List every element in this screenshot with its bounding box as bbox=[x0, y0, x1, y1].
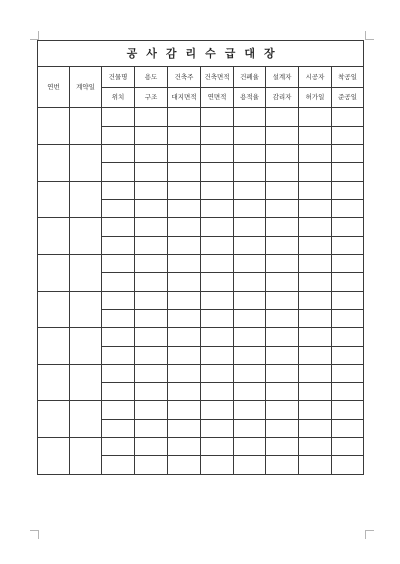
record-serial-cell[interactable] bbox=[38, 144, 70, 181]
record-field-cell[interactable] bbox=[201, 346, 234, 364]
record-field-cell[interactable] bbox=[102, 181, 135, 199]
record-field-cell[interactable] bbox=[201, 456, 234, 475]
record-field-cell[interactable] bbox=[332, 346, 364, 364]
record-field-cell[interactable] bbox=[234, 126, 266, 144]
record-field-cell[interactable] bbox=[102, 383, 135, 401]
record-field-cell[interactable] bbox=[234, 364, 266, 382]
record-field-cell[interactable] bbox=[332, 291, 364, 309]
record-field-cell[interactable] bbox=[102, 291, 135, 309]
record-row bbox=[38, 364, 364, 382]
record-field-cell[interactable] bbox=[299, 456, 332, 475]
record-field-cell[interactable] bbox=[102, 218, 135, 236]
header-contract-date: 계약일 bbox=[70, 67, 102, 108]
page-title: 공사감리수급대장 bbox=[38, 41, 364, 67]
record-field-cell[interactable] bbox=[135, 291, 168, 309]
header-structure: 구조 bbox=[135, 87, 168, 107]
record-field-cell[interactable] bbox=[201, 144, 234, 162]
record-field-cell[interactable] bbox=[332, 236, 364, 254]
header-building-area: 건축면적 bbox=[201, 67, 234, 87]
record-field-cell[interactable] bbox=[102, 108, 135, 126]
record-field-cell[interactable] bbox=[201, 181, 234, 199]
header-completion-date: 준공일 bbox=[332, 87, 364, 107]
record-field-cell[interactable] bbox=[135, 108, 168, 126]
record-field-cell[interactable] bbox=[266, 328, 299, 346]
record-contract-date-cell[interactable] bbox=[70, 144, 102, 181]
record-contract-date-cell[interactable] bbox=[70, 401, 102, 438]
header-floor-area-ratio: 용적율 bbox=[234, 87, 266, 107]
record-field-cell[interactable] bbox=[299, 199, 332, 217]
record-field-cell[interactable] bbox=[266, 383, 299, 401]
record-contract-date-cell[interactable] bbox=[70, 438, 102, 475]
record-field-cell[interactable] bbox=[135, 218, 168, 236]
record-field-cell[interactable] bbox=[201, 273, 234, 291]
record-field-cell[interactable] bbox=[299, 181, 332, 199]
record-field-cell[interactable] bbox=[266, 199, 299, 217]
header-designer: 설계자 bbox=[266, 67, 299, 87]
record-serial-cell[interactable] bbox=[38, 291, 70, 328]
header-start-date: 착공일 bbox=[332, 67, 364, 87]
record-field-cell[interactable] bbox=[201, 401, 234, 419]
record-field-cell[interactable] bbox=[332, 438, 364, 456]
record-field-cell[interactable] bbox=[234, 144, 266, 162]
record-contract-date-cell[interactable] bbox=[70, 364, 102, 401]
record-contract-date-cell[interactable] bbox=[70, 328, 102, 365]
record-field-cell[interactable] bbox=[201, 126, 234, 144]
record-field-cell[interactable] bbox=[168, 236, 201, 254]
record-serial-cell[interactable] bbox=[38, 438, 70, 475]
record-field-cell[interactable] bbox=[234, 199, 266, 217]
record-field-cell[interactable] bbox=[168, 273, 201, 291]
record-field-cell[interactable] bbox=[201, 254, 234, 272]
record-field-cell[interactable] bbox=[168, 163, 201, 181]
record-field-cell[interactable] bbox=[168, 419, 201, 437]
record-field-cell[interactable] bbox=[332, 144, 364, 162]
record-field-cell[interactable] bbox=[266, 108, 299, 126]
record-field-cell[interactable] bbox=[168, 456, 201, 475]
record-field-cell[interactable] bbox=[299, 438, 332, 456]
record-serial-cell[interactable] bbox=[38, 401, 70, 438]
record-field-cell[interactable] bbox=[234, 254, 266, 272]
record-field-cell[interactable] bbox=[102, 346, 135, 364]
record-field-cell[interactable] bbox=[168, 254, 201, 272]
record-field-cell[interactable] bbox=[135, 456, 168, 475]
record-field-cell[interactable] bbox=[168, 401, 201, 419]
record-field-cell[interactable] bbox=[168, 218, 201, 236]
record-field-cell[interactable] bbox=[332, 126, 364, 144]
record-field-cell[interactable] bbox=[299, 364, 332, 382]
record-field-cell[interactable] bbox=[168, 108, 201, 126]
record-contract-date-cell[interactable] bbox=[70, 254, 102, 291]
record-field-cell[interactable] bbox=[234, 309, 266, 327]
record-field-cell[interactable] bbox=[168, 309, 201, 327]
record-field-cell[interactable] bbox=[201, 364, 234, 382]
header-owner: 건축주 bbox=[168, 67, 201, 87]
record-field-cell[interactable] bbox=[201, 218, 234, 236]
record-field-cell[interactable] bbox=[299, 419, 332, 437]
crop-mark-bottom-right bbox=[365, 530, 374, 539]
record-field-cell[interactable] bbox=[135, 401, 168, 419]
record-row bbox=[38, 328, 364, 346]
record-serial-cell[interactable] bbox=[38, 254, 70, 291]
record-field-cell[interactable] bbox=[168, 328, 201, 346]
record-serial-cell[interactable] bbox=[38, 364, 70, 401]
record-field-cell[interactable] bbox=[266, 419, 299, 437]
record-field-cell[interactable] bbox=[299, 401, 332, 419]
record-row bbox=[38, 218, 364, 236]
record-field-cell[interactable] bbox=[299, 346, 332, 364]
header-supervisor: 감리자 bbox=[266, 87, 299, 107]
record-field-cell[interactable] bbox=[299, 291, 332, 309]
record-field-cell[interactable] bbox=[299, 218, 332, 236]
record-field-cell[interactable] bbox=[299, 126, 332, 144]
record-field-cell[interactable] bbox=[234, 383, 266, 401]
record-field-cell[interactable] bbox=[266, 401, 299, 419]
record-field-cell[interactable] bbox=[332, 163, 364, 181]
record-field-cell[interactable] bbox=[201, 199, 234, 217]
header-contractor: 시공자 bbox=[299, 67, 332, 87]
record-field-cell[interactable] bbox=[102, 144, 135, 162]
record-field-cell[interactable] bbox=[332, 254, 364, 272]
record-field-cell[interactable] bbox=[135, 346, 168, 364]
record-field-cell[interactable] bbox=[102, 419, 135, 437]
record-field-cell[interactable] bbox=[102, 328, 135, 346]
record-field-cell[interactable] bbox=[266, 144, 299, 162]
record-field-cell[interactable] bbox=[332, 273, 364, 291]
record-field-cell[interactable] bbox=[266, 456, 299, 475]
record-field-cell[interactable] bbox=[201, 309, 234, 327]
record-row bbox=[38, 291, 364, 309]
record-field-cell[interactable] bbox=[201, 163, 234, 181]
record-field-cell[interactable] bbox=[332, 364, 364, 382]
record-serial-cell[interactable] bbox=[38, 108, 70, 145]
record-serial-cell[interactable] bbox=[38, 218, 70, 255]
record-field-cell[interactable] bbox=[135, 273, 168, 291]
record-field-cell[interactable] bbox=[201, 383, 234, 401]
record-field-cell[interactable] bbox=[135, 438, 168, 456]
record-field-cell[interactable] bbox=[299, 328, 332, 346]
record-field-cell[interactable] bbox=[332, 309, 364, 327]
record-field-cell[interactable] bbox=[234, 181, 266, 199]
header-coverage-ratio: 건폐율 bbox=[234, 67, 266, 87]
crop-mark-top-right bbox=[365, 31, 374, 40]
record-field-cell[interactable] bbox=[168, 291, 201, 309]
record-contract-date-cell[interactable] bbox=[70, 108, 102, 145]
record-field-cell[interactable] bbox=[332, 181, 364, 199]
header-building-name: 건물명 bbox=[102, 67, 135, 87]
record-field-cell[interactable] bbox=[135, 144, 168, 162]
record-contract-date-cell[interactable] bbox=[70, 218, 102, 255]
record-field-cell[interactable] bbox=[168, 383, 201, 401]
supervision-ledger-table bbox=[37, 40, 364, 475]
record-field-cell[interactable] bbox=[135, 199, 168, 217]
record-field-cell[interactable] bbox=[234, 108, 266, 126]
record-field-cell[interactable] bbox=[266, 438, 299, 456]
record-field-cell[interactable] bbox=[266, 291, 299, 309]
record-row bbox=[38, 254, 364, 272]
record-field-cell[interactable] bbox=[299, 163, 332, 181]
record-row bbox=[38, 108, 364, 126]
record-field-cell[interactable] bbox=[299, 273, 332, 291]
record-field-cell[interactable] bbox=[266, 218, 299, 236]
record-field-cell[interactable] bbox=[201, 438, 234, 456]
record-field-cell[interactable] bbox=[234, 218, 266, 236]
record-field-cell[interactable] bbox=[234, 328, 266, 346]
record-contract-date-cell[interactable] bbox=[70, 181, 102, 218]
record-field-cell[interactable] bbox=[299, 144, 332, 162]
record-field-cell[interactable] bbox=[332, 456, 364, 475]
record-field-cell[interactable] bbox=[102, 163, 135, 181]
record-serial-cell[interactable] bbox=[38, 328, 70, 365]
record-field-cell[interactable] bbox=[102, 126, 135, 144]
record-field-cell[interactable] bbox=[234, 438, 266, 456]
record-field-cell[interactable] bbox=[201, 108, 234, 126]
record-row bbox=[38, 144, 364, 162]
record-row bbox=[38, 401, 364, 419]
record-field-cell[interactable] bbox=[201, 291, 234, 309]
record-field-cell[interactable] bbox=[102, 438, 135, 456]
record-field-cell[interactable] bbox=[135, 163, 168, 181]
record-field-cell[interactable] bbox=[168, 346, 201, 364]
record-field-cell[interactable] bbox=[266, 273, 299, 291]
record-field-cell[interactable] bbox=[332, 218, 364, 236]
record-row bbox=[38, 438, 364, 456]
record-field-cell[interactable] bbox=[299, 309, 332, 327]
record-field-cell[interactable] bbox=[332, 401, 364, 419]
record-field-cell[interactable] bbox=[266, 309, 299, 327]
record-field-cell[interactable] bbox=[135, 383, 168, 401]
record-contract-date-cell[interactable] bbox=[70, 291, 102, 328]
record-field-cell[interactable] bbox=[332, 108, 364, 126]
record-field-cell[interactable] bbox=[234, 163, 266, 181]
record-field-cell[interactable] bbox=[201, 328, 234, 346]
record-row bbox=[38, 181, 364, 199]
record-field-cell[interactable] bbox=[299, 383, 332, 401]
record-field-cell[interactable] bbox=[102, 199, 135, 217]
record-field-cell[interactable] bbox=[234, 346, 266, 364]
record-field-cell[interactable] bbox=[135, 236, 168, 254]
record-field-cell[interactable] bbox=[135, 254, 168, 272]
header-total-floor-area: 연면적 bbox=[201, 87, 234, 107]
record-field-cell[interactable] bbox=[201, 419, 234, 437]
record-field-cell[interactable] bbox=[168, 126, 201, 144]
record-field-cell[interactable] bbox=[299, 254, 332, 272]
record-field-cell[interactable] bbox=[332, 383, 364, 401]
record-field-cell[interactable] bbox=[168, 199, 201, 217]
record-field-cell[interactable] bbox=[168, 364, 201, 382]
record-field-cell[interactable] bbox=[266, 181, 299, 199]
record-field-cell[interactable] bbox=[332, 328, 364, 346]
record-field-cell[interactable] bbox=[299, 108, 332, 126]
record-field-cell[interactable] bbox=[102, 273, 135, 291]
record-field-cell[interactable] bbox=[102, 364, 135, 382]
record-field-cell[interactable] bbox=[135, 126, 168, 144]
header-row-1 bbox=[38, 67, 364, 87]
record-field-cell[interactable] bbox=[135, 419, 168, 437]
record-field-cell[interactable] bbox=[266, 364, 299, 382]
record-field-cell[interactable] bbox=[168, 144, 201, 162]
record-field-cell[interactable] bbox=[102, 456, 135, 475]
record-field-cell[interactable] bbox=[332, 199, 364, 217]
record-field-cell[interactable] bbox=[102, 254, 135, 272]
header-site-area: 대지면적 bbox=[168, 87, 201, 107]
record-field-cell[interactable] bbox=[102, 236, 135, 254]
record-field-cell[interactable] bbox=[266, 254, 299, 272]
record-field-cell[interactable] bbox=[266, 236, 299, 254]
record-field-cell[interactable] bbox=[102, 401, 135, 419]
record-serial-cell[interactable] bbox=[38, 181, 70, 218]
record-field-cell[interactable] bbox=[168, 438, 201, 456]
record-field-cell[interactable] bbox=[266, 163, 299, 181]
record-field-cell[interactable] bbox=[234, 291, 266, 309]
record-field-cell[interactable] bbox=[332, 419, 364, 437]
header-permit-date: 허가일 bbox=[299, 87, 332, 107]
record-field-cell[interactable] bbox=[234, 273, 266, 291]
crop-mark-top-left bbox=[30, 31, 39, 40]
record-field-cell[interactable] bbox=[299, 236, 332, 254]
record-field-cell[interactable] bbox=[135, 181, 168, 199]
record-field-cell[interactable] bbox=[201, 236, 234, 254]
header-serial-number: 연번 bbox=[38, 67, 70, 108]
crop-mark-bottom-left bbox=[30, 530, 39, 539]
record-field-cell[interactable] bbox=[234, 456, 266, 475]
record-field-cell[interactable] bbox=[135, 364, 168, 382]
record-field-cell[interactable] bbox=[168, 181, 201, 199]
record-field-cell[interactable] bbox=[102, 309, 135, 327]
record-field-cell[interactable] bbox=[135, 309, 168, 327]
record-field-cell[interactable] bbox=[234, 401, 266, 419]
header-location: 위치 bbox=[102, 87, 135, 107]
record-field-cell[interactable] bbox=[135, 328, 168, 346]
record-field-cell[interactable] bbox=[266, 126, 299, 144]
record-field-cell[interactable] bbox=[234, 236, 266, 254]
record-field-cell[interactable] bbox=[234, 419, 266, 437]
header-usage: 용도 bbox=[135, 67, 168, 87]
record-field-cell[interactable] bbox=[266, 346, 299, 364]
